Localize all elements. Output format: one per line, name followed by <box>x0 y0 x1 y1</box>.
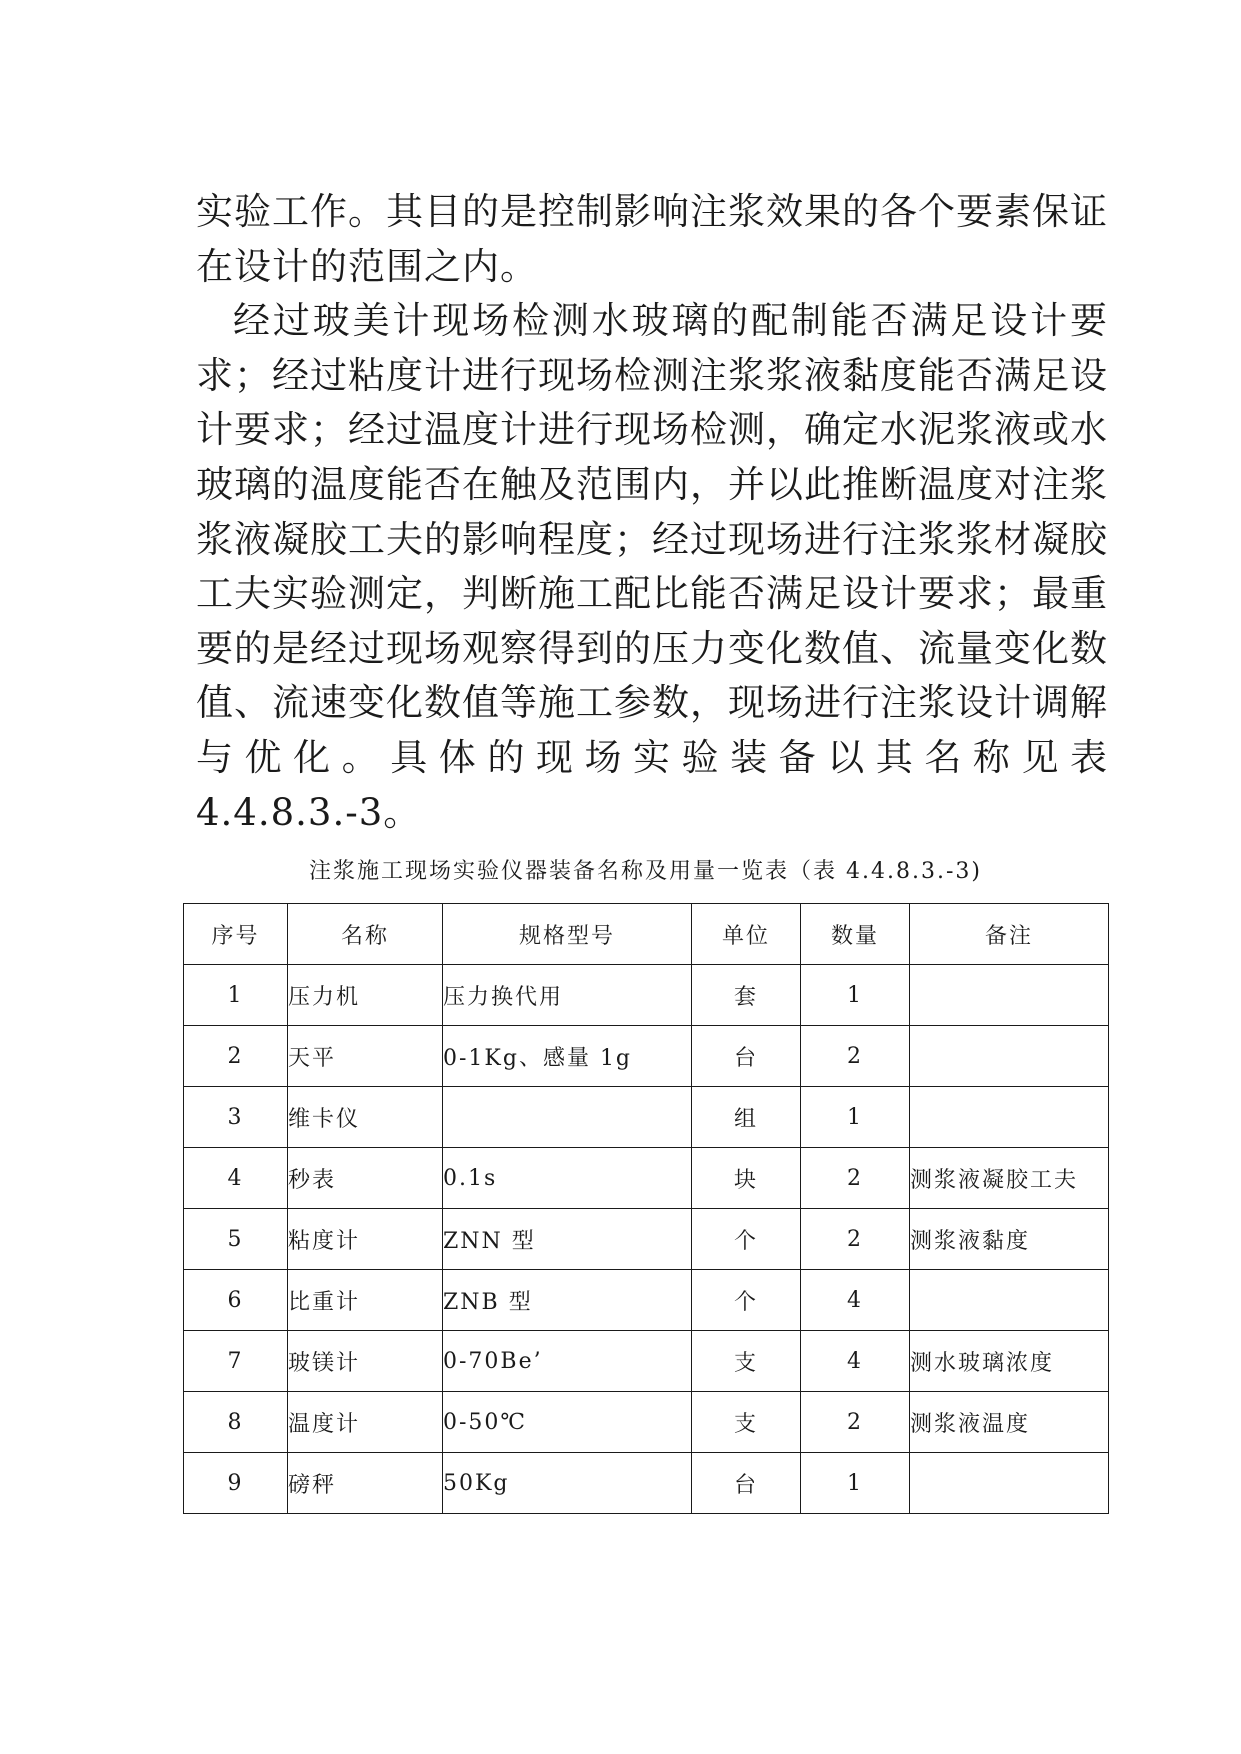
cell-name: 玻镁计 <box>288 1331 443 1392</box>
cell-name: 温度计 <box>288 1392 443 1453</box>
cell-name: 粘度计 <box>288 1209 443 1270</box>
table-header-row <box>184 904 1109 965</box>
cell-name: 天平 <box>288 1026 443 1087</box>
cell-quantity: 4 <box>801 1270 910 1331</box>
cell-quantity: 1 <box>801 1453 910 1514</box>
cell-spec: 0-70Be’ <box>443 1331 692 1392</box>
cell-index: 8 <box>184 1392 288 1453</box>
cell-spec: 压力换代用 <box>443 965 692 1026</box>
cell-remark <box>910 1087 1109 1148</box>
header-quantity: 数量 <box>801 904 910 965</box>
cell-remark <box>910 1026 1109 1087</box>
cell-remark <box>910 965 1109 1026</box>
paragraph-1: 实验工作。其目的是控制影响注浆效果的各个要素保证在设计的范围之内。 <box>196 190 1108 288</box>
cell-remark: 测水玻璃浓度 <box>910 1331 1109 1392</box>
table-row <box>184 1026 1109 1087</box>
cell-unit: 台 <box>692 1026 801 1087</box>
cell-index: 1 <box>184 965 288 1026</box>
table-row <box>184 1087 1109 1148</box>
cell-unit: 块 <box>692 1148 801 1209</box>
cell-name: 秒表 <box>288 1148 443 1209</box>
cell-index: 6 <box>184 1270 288 1331</box>
cell-unit: 个 <box>692 1270 801 1331</box>
cell-remark: 测浆液凝胶工夫 <box>910 1148 1109 1209</box>
cell-unit: 套 <box>692 965 801 1026</box>
cell-quantity: 2 <box>801 1392 910 1453</box>
table-row <box>184 1270 1109 1331</box>
cell-name: 维卡仪 <box>288 1087 443 1148</box>
header-remark: 备注 <box>910 904 1109 965</box>
cell-name: 磅秤 <box>288 1453 443 1514</box>
body-text <box>196 185 1108 840</box>
cell-unit: 支 <box>692 1331 801 1392</box>
cell-spec: 0-50℃ <box>443 1392 692 1453</box>
cell-remark: 测浆液黏度 <box>910 1209 1109 1270</box>
cell-unit: 个 <box>692 1209 801 1270</box>
cell-quantity: 2 <box>801 1026 910 1087</box>
cell-index: 4 <box>184 1148 288 1209</box>
header-name: 名称 <box>288 904 443 965</box>
table-row <box>184 1392 1109 1453</box>
cell-quantity: 4 <box>801 1331 910 1392</box>
cell-index: 5 <box>184 1209 288 1270</box>
paragraph-2: 经过玻美计现场检测水玻璃的配制能否满足设计要求；经过粘度计进行现场检测注浆浆液黏度能否满足设计要求；经过温度计进行现场检测，确定水泥浆液或水玻璃的温度能否在触及范围内，并以此推断温度对注浆浆液凝胶工夫的影响程度；经过现场进行注浆浆材凝胶工夫实验测定，判断施工配比能否满足设计要求；最重要的是经过现场观察得到的压力变化数值、流量变化数值、流速变化数值等施工参数，现场进行注浆设计调解与优化。具体的现场实验装备以其名称见表 4.4.8.3.-3。 <box>196 299 1108 834</box>
cell-spec: 50Kg <box>443 1453 692 1514</box>
equipment-table <box>183 903 1109 1514</box>
cell-quantity: 2 <box>801 1148 910 1209</box>
cell-unit: 台 <box>692 1453 801 1514</box>
cell-unit: 支 <box>692 1392 801 1453</box>
cell-remark <box>910 1453 1109 1514</box>
cell-quantity: 1 <box>801 965 910 1026</box>
table-row <box>184 1331 1109 1392</box>
cell-quantity: 1 <box>801 1087 910 1148</box>
cell-index: 7 <box>184 1331 288 1392</box>
header-unit: 单位 <box>692 904 801 965</box>
header-spec: 规格型号 <box>443 904 692 965</box>
cell-spec: ZNB 型 <box>443 1270 692 1331</box>
table-row <box>184 1209 1109 1270</box>
header-index: 序号 <box>184 904 288 965</box>
cell-name: 比重计 <box>288 1270 443 1331</box>
cell-quantity: 2 <box>801 1209 910 1270</box>
cell-name: 压力机 <box>288 965 443 1026</box>
table-caption: 注浆施工现场实验仪器装备名称及用量一览表（表 4.4.8.3.-3) <box>309 859 982 884</box>
cell-spec: ZNN 型 <box>443 1209 692 1270</box>
cell-index: 9 <box>184 1453 288 1514</box>
cell-index: 2 <box>184 1026 288 1087</box>
cell-remark <box>910 1270 1109 1331</box>
cell-index: 3 <box>184 1087 288 1148</box>
cell-unit: 组 <box>692 1087 801 1148</box>
table-row <box>184 965 1109 1026</box>
cell-remark: 测浆液温度 <box>910 1392 1109 1453</box>
table-row <box>184 1148 1109 1209</box>
cell-spec <box>443 1087 692 1148</box>
cell-spec: 0.1s <box>443 1148 692 1209</box>
table-row <box>184 1453 1109 1514</box>
cell-spec: 0-1Kg、感量 1g <box>443 1026 692 1087</box>
